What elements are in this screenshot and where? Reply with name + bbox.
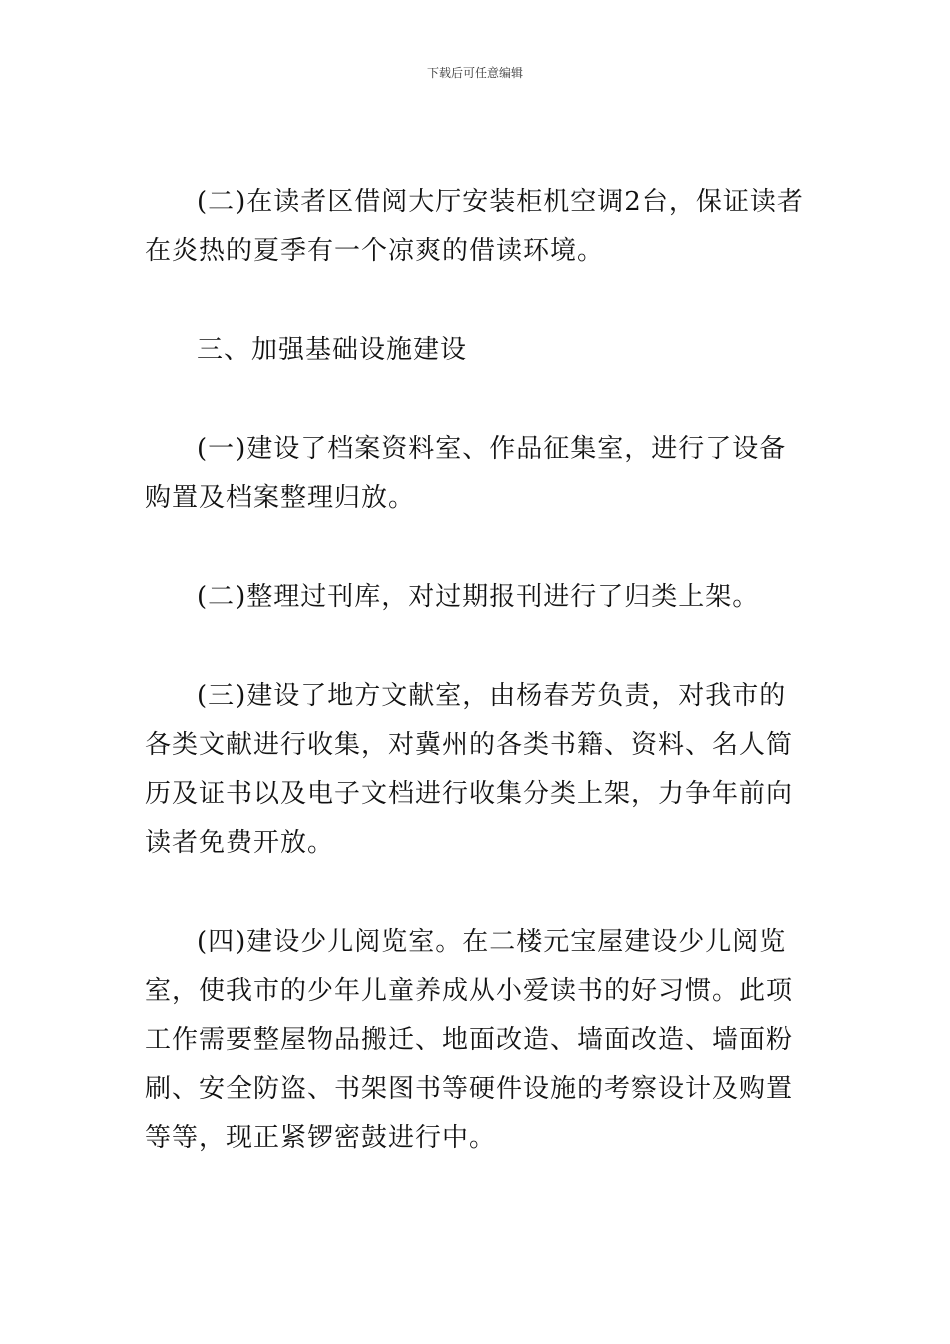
document-body: [145, 178, 810, 1213]
paragraph-local-literature-room: (三)建设了地方文献室，由杨春芳负责，对我市的各类文献进行收集，对冀州的各类书籍、资料、名人简历及证书以及电子文档进行收集分类上架，力争年前向读者免费开放。: [145, 681, 794, 858]
paragraph-children-reading-room: (四)建设少儿阅览室。在二楼元宝屋建设少儿阅览室，使我市的少年儿童养成从小爱读书的好习惯。此项工作需要整屋物品搬迁、地面改造、墙面改造、墙面粉刷、安全防盗、书架图书等硬件设施的考察设计及购置等等，现正紧锣密鼓进行中。: [145, 927, 794, 1153]
paragraph-periodical-storage: (二)整理过刊库，对过期报刊进行了归类上架。: [197, 582, 760, 612]
paragraph-air-conditioning: (二)在读者区借阅大厅安装柜机空调2台，保证读者在炎热的夏季有一个凉爽的借读环境。: [145, 187, 804, 266]
page-header: 下载后可任意编辑: [426, 66, 523, 80]
section-heading-infrastructure: 三、加强基础设施建设: [197, 335, 468, 365]
paragraph-archive-room: (一)建设了档案资料室、作品征集室，进行了设备购置及档案整理归放。: [145, 434, 787, 513]
